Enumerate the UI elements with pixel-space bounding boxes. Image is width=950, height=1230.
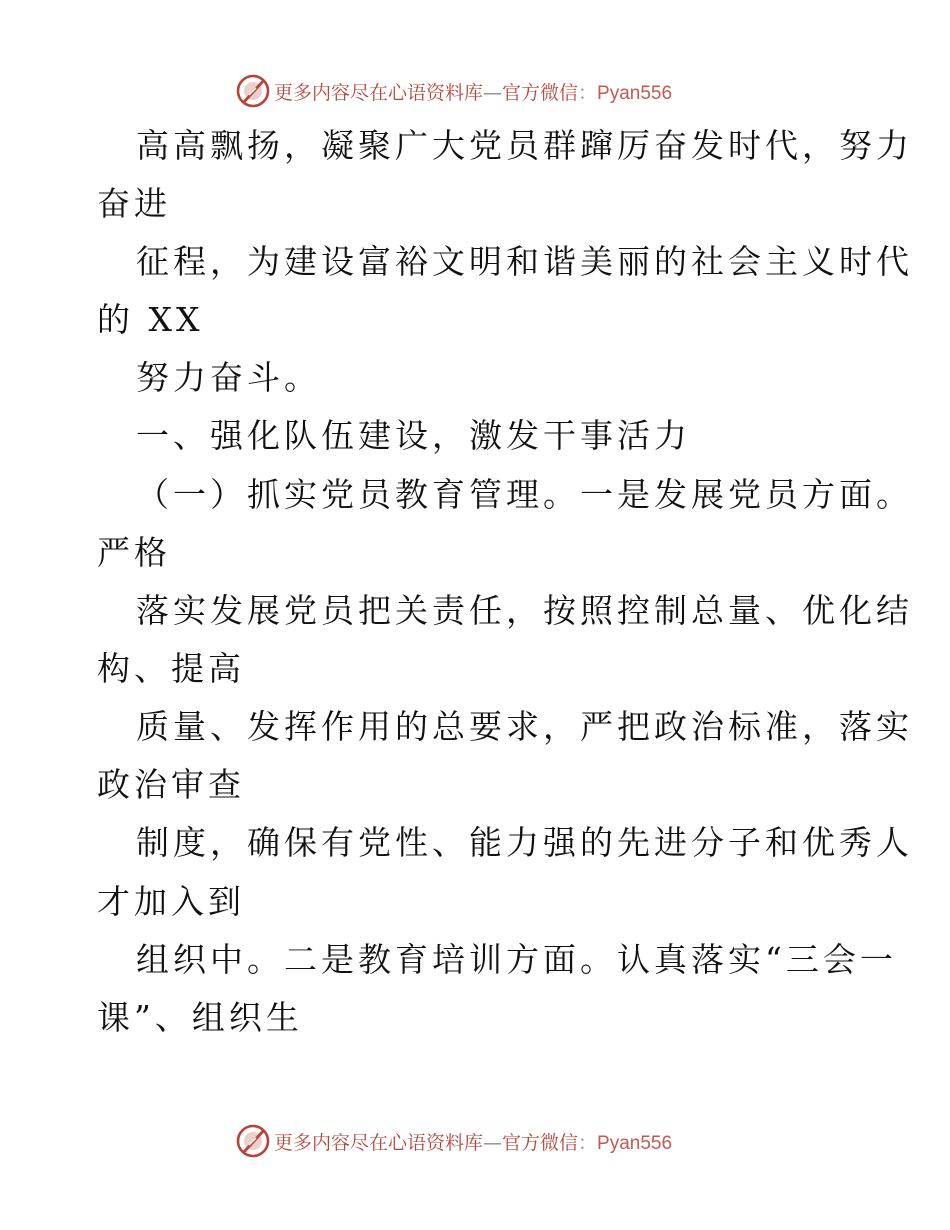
body-line: 征程，为建设富裕文明和谐美丽的社会主义时代 [136, 242, 913, 281]
header-brand: 更多内容尽在心语资料库 [274, 81, 484, 104]
body-line: 落实发展党员把关责任，按照控制总量、优化结 [136, 591, 913, 630]
body-line: 制度，确保有党性、能力强的先进分子和优秀人 [136, 823, 913, 862]
body-line: 严格 [97, 533, 171, 572]
body-line: （一）抓实党员教育管理。一是发展党员方面。 [136, 475, 913, 514]
footer-wechat-id: Pyan556 [597, 1132, 673, 1154]
body-line: 课”、组织生 [97, 998, 303, 1037]
body-line: 奋进 [97, 184, 171, 223]
quill-logo-icon [236, 74, 270, 108]
body-line: 构、提高 [97, 649, 245, 688]
body-line: 政治审查 [97, 765, 245, 804]
body-line: 的 XX [97, 300, 204, 339]
body-line: 高高飘扬，凝聚广大党员群蹿厉奋发时代，努力 [136, 126, 913, 165]
footer-brand: 更多内容尽在心语资料库 [274, 1131, 484, 1154]
footer-dash: — [483, 1131, 503, 1154]
header-banner-text [274, 78, 672, 105]
header-contact-label: 官方微信 [502, 81, 579, 104]
body-line: 组织中。二是教育培训方面。认真落实“三会一 [136, 940, 897, 979]
body-line: 才加入到 [97, 882, 245, 921]
footer-banner [236, 1124, 672, 1158]
header-dash: — [483, 81, 503, 104]
header-banner [236, 74, 672, 108]
quill-logo-icon [236, 1124, 270, 1158]
body-line: 努力奋斗。 [136, 358, 321, 397]
header-wechat-id: Pyan556 [597, 82, 673, 104]
body-line: 质量、发挥作用的总要求，严把政治标准，落实 [136, 707, 913, 746]
footer-contact-label: 官方微信 [502, 1131, 579, 1154]
footer-separator: ： [578, 1131, 598, 1154]
footer-banner-text [274, 1128, 672, 1155]
header-separator: ： [578, 81, 598, 104]
section-heading: 一、强化队伍建设，激发干事活力 [136, 416, 691, 455]
